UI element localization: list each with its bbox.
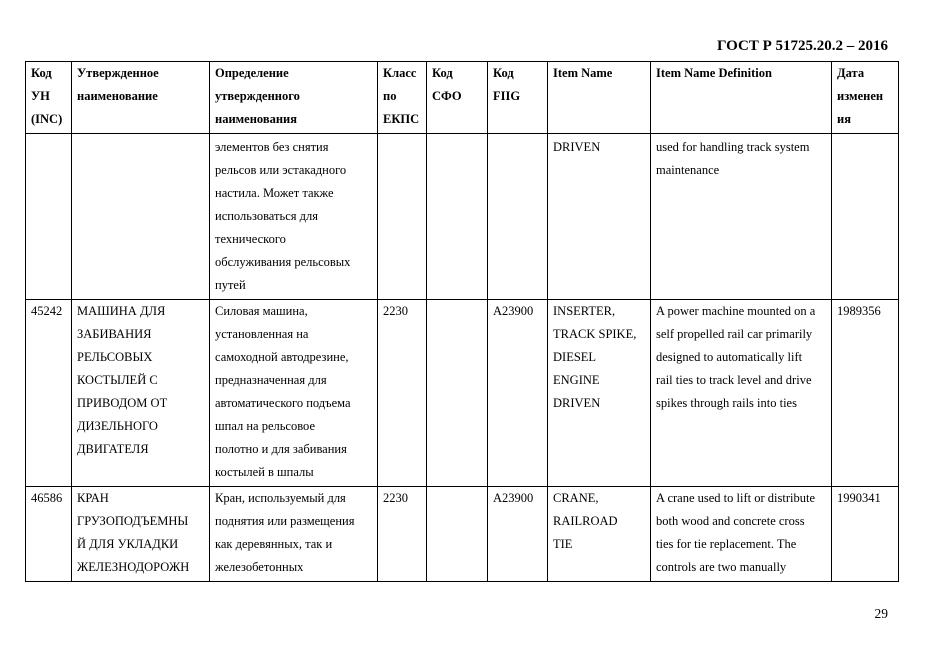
cell-line: РЕЛЬСОВЫХ xyxy=(77,350,153,364)
cell-sfo xyxy=(427,300,488,487)
cell-line: A23900 xyxy=(493,304,534,318)
cell-line: DRIVEN xyxy=(553,396,601,410)
cell-line: Кран, используемый для xyxy=(215,491,346,505)
cell-date xyxy=(832,300,899,487)
cell-line: ДИЗЕЛЬНОГО xyxy=(77,419,158,433)
cell-line: 2230 xyxy=(383,491,408,505)
cell-line: A23900 xyxy=(493,491,534,505)
header-line: наименования xyxy=(215,112,298,126)
cell-line: ГРУЗОПОДЪЕМНЫ xyxy=(77,514,189,528)
cell-line: железобетонных xyxy=(215,560,304,574)
cell-fiig xyxy=(488,134,548,300)
cell-def-ru xyxy=(210,300,378,487)
table-row xyxy=(26,134,899,300)
cell-class xyxy=(378,487,427,582)
cell-line: self propelled rail car primarily xyxy=(656,327,813,341)
cell-line: поднятия или размещения xyxy=(215,514,355,528)
cell-line: ДВИГАТЕЛЯ xyxy=(77,442,149,456)
cell-line: костылей в шпалы xyxy=(215,465,314,479)
header-line: ия xyxy=(837,112,851,126)
cell-line: шпал на рельсовое xyxy=(215,419,315,433)
cell-def-ru xyxy=(210,134,378,300)
cell-line: TIE xyxy=(553,537,573,551)
cell-line: CRANE, xyxy=(553,491,599,505)
cell-line: DRIVEN xyxy=(553,140,601,154)
cell-line: spikes through rails into ties xyxy=(656,396,797,410)
cell-inc xyxy=(26,487,72,582)
header-line: Item Name xyxy=(553,66,613,80)
cell-line: настила. Может также xyxy=(215,186,334,200)
cell-item-name xyxy=(548,300,651,487)
header-line: Определение xyxy=(215,66,289,80)
cell-line: КРАН xyxy=(77,491,109,505)
cell-line: controls are two manually xyxy=(656,560,787,574)
cell-name-ru xyxy=(72,134,210,300)
header-line: ЕКПС xyxy=(383,112,420,126)
cell-line: A power machine mounted on a xyxy=(656,304,816,318)
header-line: Код xyxy=(432,66,453,80)
header-line: изменен xyxy=(837,89,884,103)
page-number: 29 xyxy=(874,606,888,621)
cell-class xyxy=(378,134,427,300)
cell-item-def xyxy=(651,300,832,487)
cell-line: 2230 xyxy=(383,304,408,318)
cell-inc xyxy=(26,300,72,487)
cell-line: 1989356 xyxy=(837,304,881,318)
inc-header xyxy=(26,62,72,134)
header-line: (INC) xyxy=(31,112,63,126)
header-line: УН xyxy=(31,89,50,103)
document-standard-title: ГОСТ Р 51725.20.2 – 2016 xyxy=(716,38,888,54)
fiig-header xyxy=(488,62,548,134)
header-line: по xyxy=(383,89,397,103)
cell-line: Силовая машина, xyxy=(215,304,308,318)
cell-def-ru xyxy=(210,487,378,582)
header-line: Дата xyxy=(837,66,865,80)
header-line: FIIG xyxy=(493,89,521,103)
table-row xyxy=(26,487,899,582)
header-line: Утвержденное xyxy=(77,66,159,80)
cell-line: 46586 xyxy=(31,491,63,505)
cell-fiig xyxy=(488,487,548,582)
header-line: Код xyxy=(31,66,52,80)
cell-item-def xyxy=(651,487,832,582)
header-line: наименование xyxy=(77,89,158,103)
cell-class xyxy=(378,300,427,487)
cell-line: использоваться для xyxy=(215,209,318,223)
cell-item-def xyxy=(651,134,832,300)
cell-item-name xyxy=(548,134,651,300)
table-header-row xyxy=(26,62,899,134)
cell-line: designed to automatically lift xyxy=(656,350,803,364)
item-name-table xyxy=(25,61,899,582)
cell-line: RAILROAD xyxy=(553,514,618,528)
cell-line: Й ДЛЯ УКЛАДКИ xyxy=(77,537,179,551)
cell-line: ПРИВОДОМ ОТ xyxy=(77,396,168,410)
cell-line: установленная на xyxy=(215,327,309,341)
cell-line: самоходной автодрезине, xyxy=(215,350,349,364)
item-name-header xyxy=(548,62,651,134)
header-line: Item Name Definition xyxy=(656,66,772,80)
cell-sfo xyxy=(427,487,488,582)
cell-line: ENGINE xyxy=(553,373,600,387)
cell-fiig xyxy=(488,300,548,487)
cell-sfo xyxy=(427,134,488,300)
cell-date xyxy=(832,487,899,582)
definition-ru-header xyxy=(210,62,378,134)
name-ru-header xyxy=(72,62,210,134)
cell-line: ЗАБИВАНИЯ xyxy=(77,327,152,341)
header-line: Код xyxy=(493,66,514,80)
cell-line: maintenance xyxy=(656,163,720,177)
date-header xyxy=(832,62,899,134)
header-line: утвержденного xyxy=(215,89,300,103)
cell-line: предназначенная для xyxy=(215,373,327,387)
cell-line: TRACK SPIKE, xyxy=(553,327,637,341)
cell-line: технического xyxy=(215,232,286,246)
cell-line: used for handling track system xyxy=(656,140,810,154)
class-header xyxy=(378,62,427,134)
cell-line: КОСТЫЛЕЙ С xyxy=(77,373,158,387)
cell-line: DIESEL xyxy=(553,350,597,364)
cell-name-ru xyxy=(72,300,210,487)
cell-line: рельсов или эстакадного xyxy=(215,163,347,177)
cell-line: both wood and concrete cross xyxy=(656,514,805,528)
cell-line: rail ties to track level and drive xyxy=(656,373,812,387)
item-name-definition-header xyxy=(651,62,832,134)
cell-line: 1990341 xyxy=(837,491,881,505)
cell-line: INSERTER, xyxy=(553,304,616,318)
sfo-header xyxy=(427,62,488,134)
cell-inc xyxy=(26,134,72,300)
cell-line: автоматического подъема xyxy=(215,396,351,410)
header-line: Класс xyxy=(383,66,417,80)
cell-line: A crane used to lift or distribute xyxy=(656,491,815,505)
cell-line: МАШИНА ДЛЯ xyxy=(77,304,166,318)
cell-line: ties for tie replacement. The xyxy=(656,537,797,551)
cell-line: обслуживания рельсовых xyxy=(215,255,351,269)
cell-name-ru xyxy=(72,487,210,582)
cell-line: ЖЕЛЕЗНОДОРОЖН xyxy=(77,560,190,574)
cell-line: 45242 xyxy=(31,304,63,318)
cell-item-name xyxy=(548,487,651,582)
cell-line: полотно и для забивания xyxy=(215,442,347,456)
header-line: СФО xyxy=(432,89,462,103)
cell-line: элементов без снятия xyxy=(215,140,329,154)
cell-line: как деревянных, так и xyxy=(215,537,333,551)
cell-date xyxy=(832,134,899,300)
table-row xyxy=(26,300,899,487)
cell-line: путей xyxy=(215,278,246,292)
